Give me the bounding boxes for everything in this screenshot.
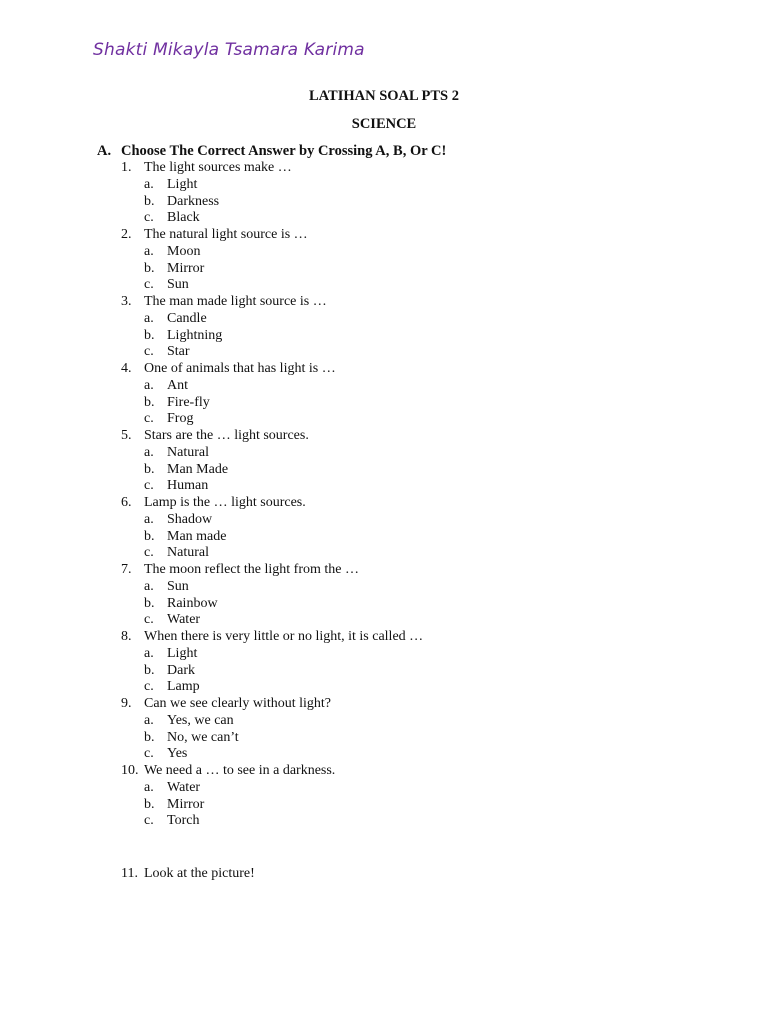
answer-option[interactable]	[0, 679, 768, 696]
option-letter: b.	[144, 260, 155, 276]
question-9	[0, 696, 768, 713]
answer-option[interactable]	[0, 261, 768, 278]
option-text: Mirror	[167, 796, 205, 812]
option-letter: a.	[144, 243, 154, 259]
question-7	[0, 562, 768, 579]
question-number: 10.	[121, 763, 139, 778]
option-letter: c.	[144, 277, 154, 293]
answer-option[interactable]	[0, 512, 768, 529]
question-5	[0, 428, 768, 445]
option-letter: a.	[144, 176, 154, 192]
option-letter: b.	[144, 595, 155, 611]
option-text: Yes	[167, 746, 188, 762]
option-letter: a.	[144, 779, 154, 795]
question-text: The natural light source is …	[144, 227, 308, 242]
question-number: 3.	[121, 294, 132, 309]
option-text: Fire-fly	[167, 394, 210, 410]
answer-option[interactable]	[0, 378, 768, 395]
option-letter: b.	[144, 729, 155, 745]
option-text: Moon	[167, 243, 201, 259]
question-number: 9.	[121, 696, 132, 711]
answer-option[interactable]	[0, 277, 768, 294]
question-text: The light sources make …	[144, 160, 292, 175]
option-text: Torch	[167, 813, 200, 829]
answer-option[interactable]	[0, 646, 768, 663]
question-8	[0, 629, 768, 646]
section-instruction: Choose The Correct Answer by Crossing A, B, Or C!	[121, 143, 447, 159]
option-text: Ant	[167, 377, 188, 393]
option-text: Man Made	[167, 461, 229, 477]
option-text: Man made	[167, 528, 227, 544]
answer-option[interactable]	[0, 730, 768, 747]
option-letter: c.	[144, 679, 154, 695]
answer-option[interactable]	[0, 579, 768, 596]
question-text: Stars are the … light sources.	[144, 428, 309, 443]
option-text: Yes, we can	[167, 712, 234, 728]
question-number: 4.	[121, 361, 132, 376]
option-text: Water	[167, 612, 201, 628]
answer-option[interactable]	[0, 328, 768, 345]
question-text: When there is very little or no light, it is called …	[144, 629, 424, 644]
option-letter: c.	[144, 746, 154, 762]
answer-option[interactable]	[0, 462, 768, 479]
option-letter: b.	[144, 662, 155, 678]
question-text: Can we see clearly without light?	[144, 696, 331, 711]
question-text: One of animals that has light is …	[144, 361, 336, 376]
question-number: 1.	[121, 160, 132, 175]
option-letter: a.	[144, 712, 154, 728]
student-name: Shakti Mikayla Tsamara Karima	[93, 40, 365, 60]
answer-option[interactable]	[0, 194, 768, 211]
answer-option[interactable]	[0, 411, 768, 428]
answer-option[interactable]	[0, 478, 768, 495]
option-text: Frog	[167, 411, 194, 427]
answer-option[interactable]	[0, 311, 768, 328]
question-number: 6.	[121, 495, 132, 510]
option-text: Darkness	[167, 193, 220, 209]
question-6	[0, 495, 768, 512]
question-text: Look at the picture!	[144, 866, 255, 881]
option-letter: a.	[144, 511, 154, 527]
option-letter: b.	[144, 461, 155, 477]
question-number: 5.	[121, 428, 132, 443]
document-title: LATIHAN SOAL PTS 2	[308, 88, 459, 104]
option-text: Sun	[167, 578, 189, 594]
option-letter: a.	[144, 377, 154, 393]
option-letter: b.	[144, 796, 155, 812]
option-text: Black	[167, 210, 200, 226]
option-letter: b.	[144, 394, 155, 410]
option-letter: a.	[144, 645, 154, 661]
answer-option[interactable]	[0, 210, 768, 227]
option-letter: c.	[144, 545, 154, 561]
option-text: Light	[167, 645, 198, 661]
option-letter: a.	[144, 444, 154, 460]
question-3	[0, 294, 768, 311]
option-letter: c.	[144, 813, 154, 829]
answer-option[interactable]	[0, 612, 768, 629]
answer-option[interactable]	[0, 713, 768, 730]
question-text: The man made light source is …	[144, 294, 327, 309]
answer-option[interactable]	[0, 663, 768, 680]
option-text: No, we can’t	[167, 729, 239, 745]
option-letter: c.	[144, 612, 154, 628]
section-letter: A.	[97, 143, 112, 159]
option-text: Shadow	[167, 511, 213, 527]
question-number: 8.	[121, 629, 132, 644]
option-text: Star	[167, 344, 190, 360]
section-heading	[97, 143, 446, 160]
question-text: We need a … to see in a darkness.	[144, 763, 336, 778]
option-letter: b.	[144, 193, 155, 209]
option-letter: b.	[144, 528, 155, 544]
question-number: 7.	[121, 562, 132, 577]
option-text: Mirror	[167, 260, 205, 276]
answer-option[interactable]	[0, 596, 768, 613]
question-10	[0, 763, 768, 780]
option-text: Lamp	[167, 679, 200, 695]
answer-option[interactable]	[0, 746, 768, 763]
option-text: Natural	[167, 444, 209, 460]
answer-option[interactable]	[0, 244, 768, 261]
answer-option[interactable]	[0, 529, 768, 546]
option-letter: c.	[144, 411, 154, 427]
question-text: Lamp is the … light sources.	[144, 495, 306, 510]
answer-option[interactable]	[0, 813, 768, 830]
answer-option[interactable]	[0, 344, 768, 361]
answer-option[interactable]	[0, 780, 768, 797]
answer-option[interactable]	[0, 445, 768, 462]
answer-option[interactable]	[0, 545, 768, 562]
option-letter: b.	[144, 327, 155, 343]
question-list	[0, 160, 768, 830]
option-text: Sun	[167, 277, 189, 293]
option-letter: a.	[144, 578, 154, 594]
option-text: Lightning	[167, 327, 223, 343]
question-number: 2.	[121, 227, 132, 242]
option-text: Water	[167, 779, 201, 795]
option-letter: c.	[144, 210, 154, 226]
option-text: Light	[167, 176, 198, 192]
option-text: Dark	[167, 662, 195, 678]
answer-option[interactable]	[0, 177, 768, 194]
question-number: 11.	[121, 866, 138, 881]
question-text: The moon reflect the light from the …	[144, 562, 359, 577]
subject-title: SCIENCE	[351, 116, 417, 132]
option-letter: a.	[144, 310, 154, 326]
question-11	[0, 866, 768, 883]
option-letter: c.	[144, 478, 154, 494]
answer-option[interactable]	[0, 395, 768, 412]
option-text: Rainbow	[167, 595, 218, 611]
option-text: Human	[167, 478, 209, 494]
option-letter: c.	[144, 344, 154, 360]
option-text: Candle	[167, 310, 207, 326]
question-2	[0, 227, 768, 244]
option-text: Natural	[167, 545, 209, 561]
question-1	[0, 160, 768, 177]
answer-option[interactable]	[0, 797, 768, 814]
question-4	[0, 361, 768, 378]
